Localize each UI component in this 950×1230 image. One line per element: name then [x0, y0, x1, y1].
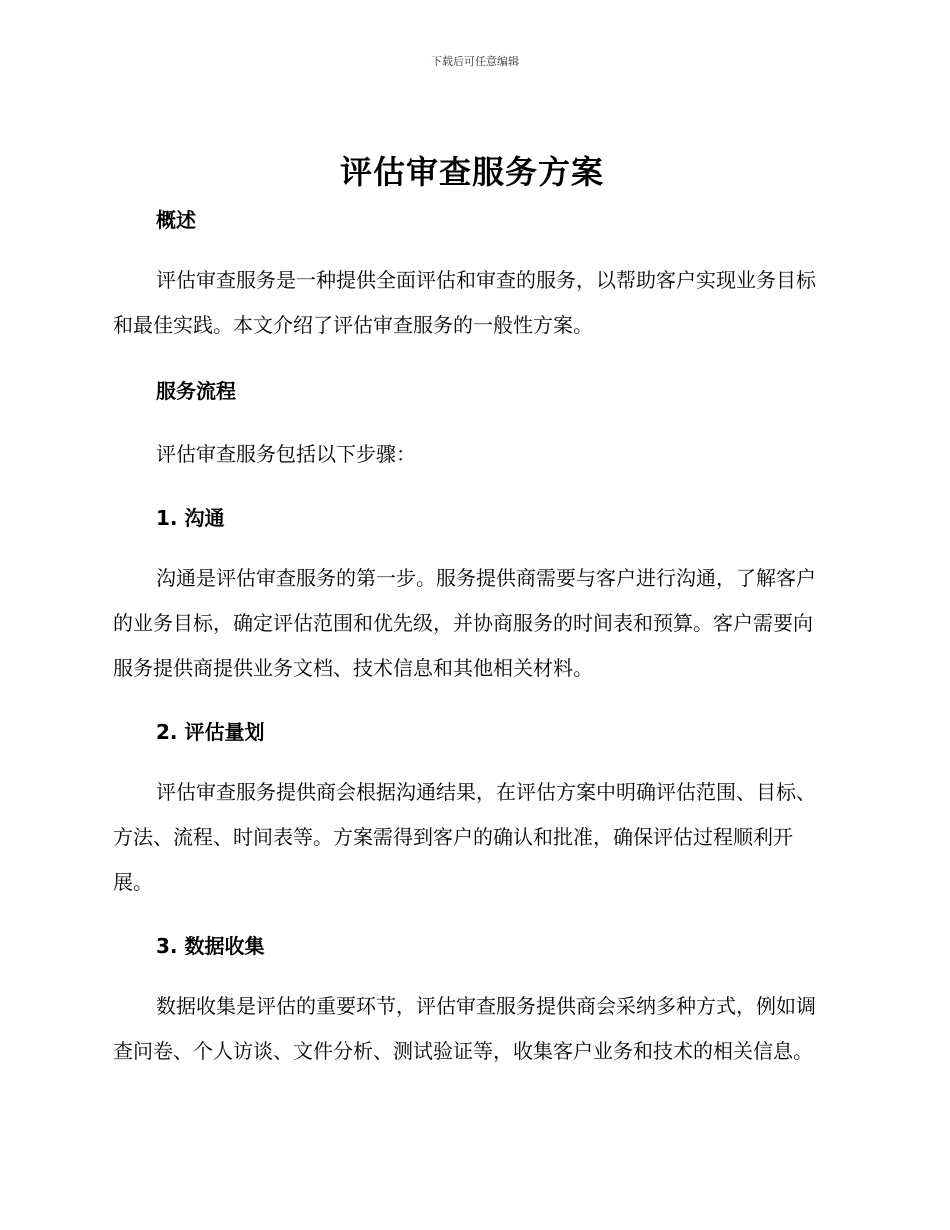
page-header-note: 下载后可任意编辑	[431, 55, 519, 68]
section-heading-overview: 概述	[156, 208, 196, 232]
data-collection-paragraph: 数据收集是评估的重要环节，评估审查服务提供商会采纳多种方式，例如调查问卷、个人访谈、文件分析、测试验证等，收集客户业务和技术的相关信息。	[113, 994, 816, 1063]
section-heading-evaluation-plan: 2. 评估量划	[156, 720, 265, 744]
document-content	[113, 148, 831, 1074]
service-flow-intro-paragraph: 评估审查服务包括以下步骤：	[156, 442, 416, 466]
evaluation-plan-paragraph: 评估审查服务提供商会根据沟通结果，在评估方案中明确评估范围、目标、方法、流程、时间表等。方案需得到客户的确认和批准，确保评估过程顺利开展。	[113, 780, 816, 894]
communication-paragraph: 沟通是评估审查服务的第一步。服务提供商需要与客户进行沟通，了解客户的业务目标，确定评估范围和优先级，并协商服务的时间表和预算。客户需要向服务提供商提供业务文档、技术信息和其他相关材料。	[113, 566, 816, 680]
document-title: 评估审查服务方案	[339, 153, 604, 191]
section-heading-data-collection: 3. 数据收集	[156, 934, 265, 958]
section-heading-service-flow: 服务流程	[156, 379, 236, 403]
section-heading-communication: 1. 沟通	[156, 506, 225, 530]
overview-paragraph: 评估审查服务是一种提供全面评估和审查的服务，以帮助客户实现业务目标和最佳实践。本文介绍了评估审查服务的一般性方案。	[113, 268, 816, 337]
